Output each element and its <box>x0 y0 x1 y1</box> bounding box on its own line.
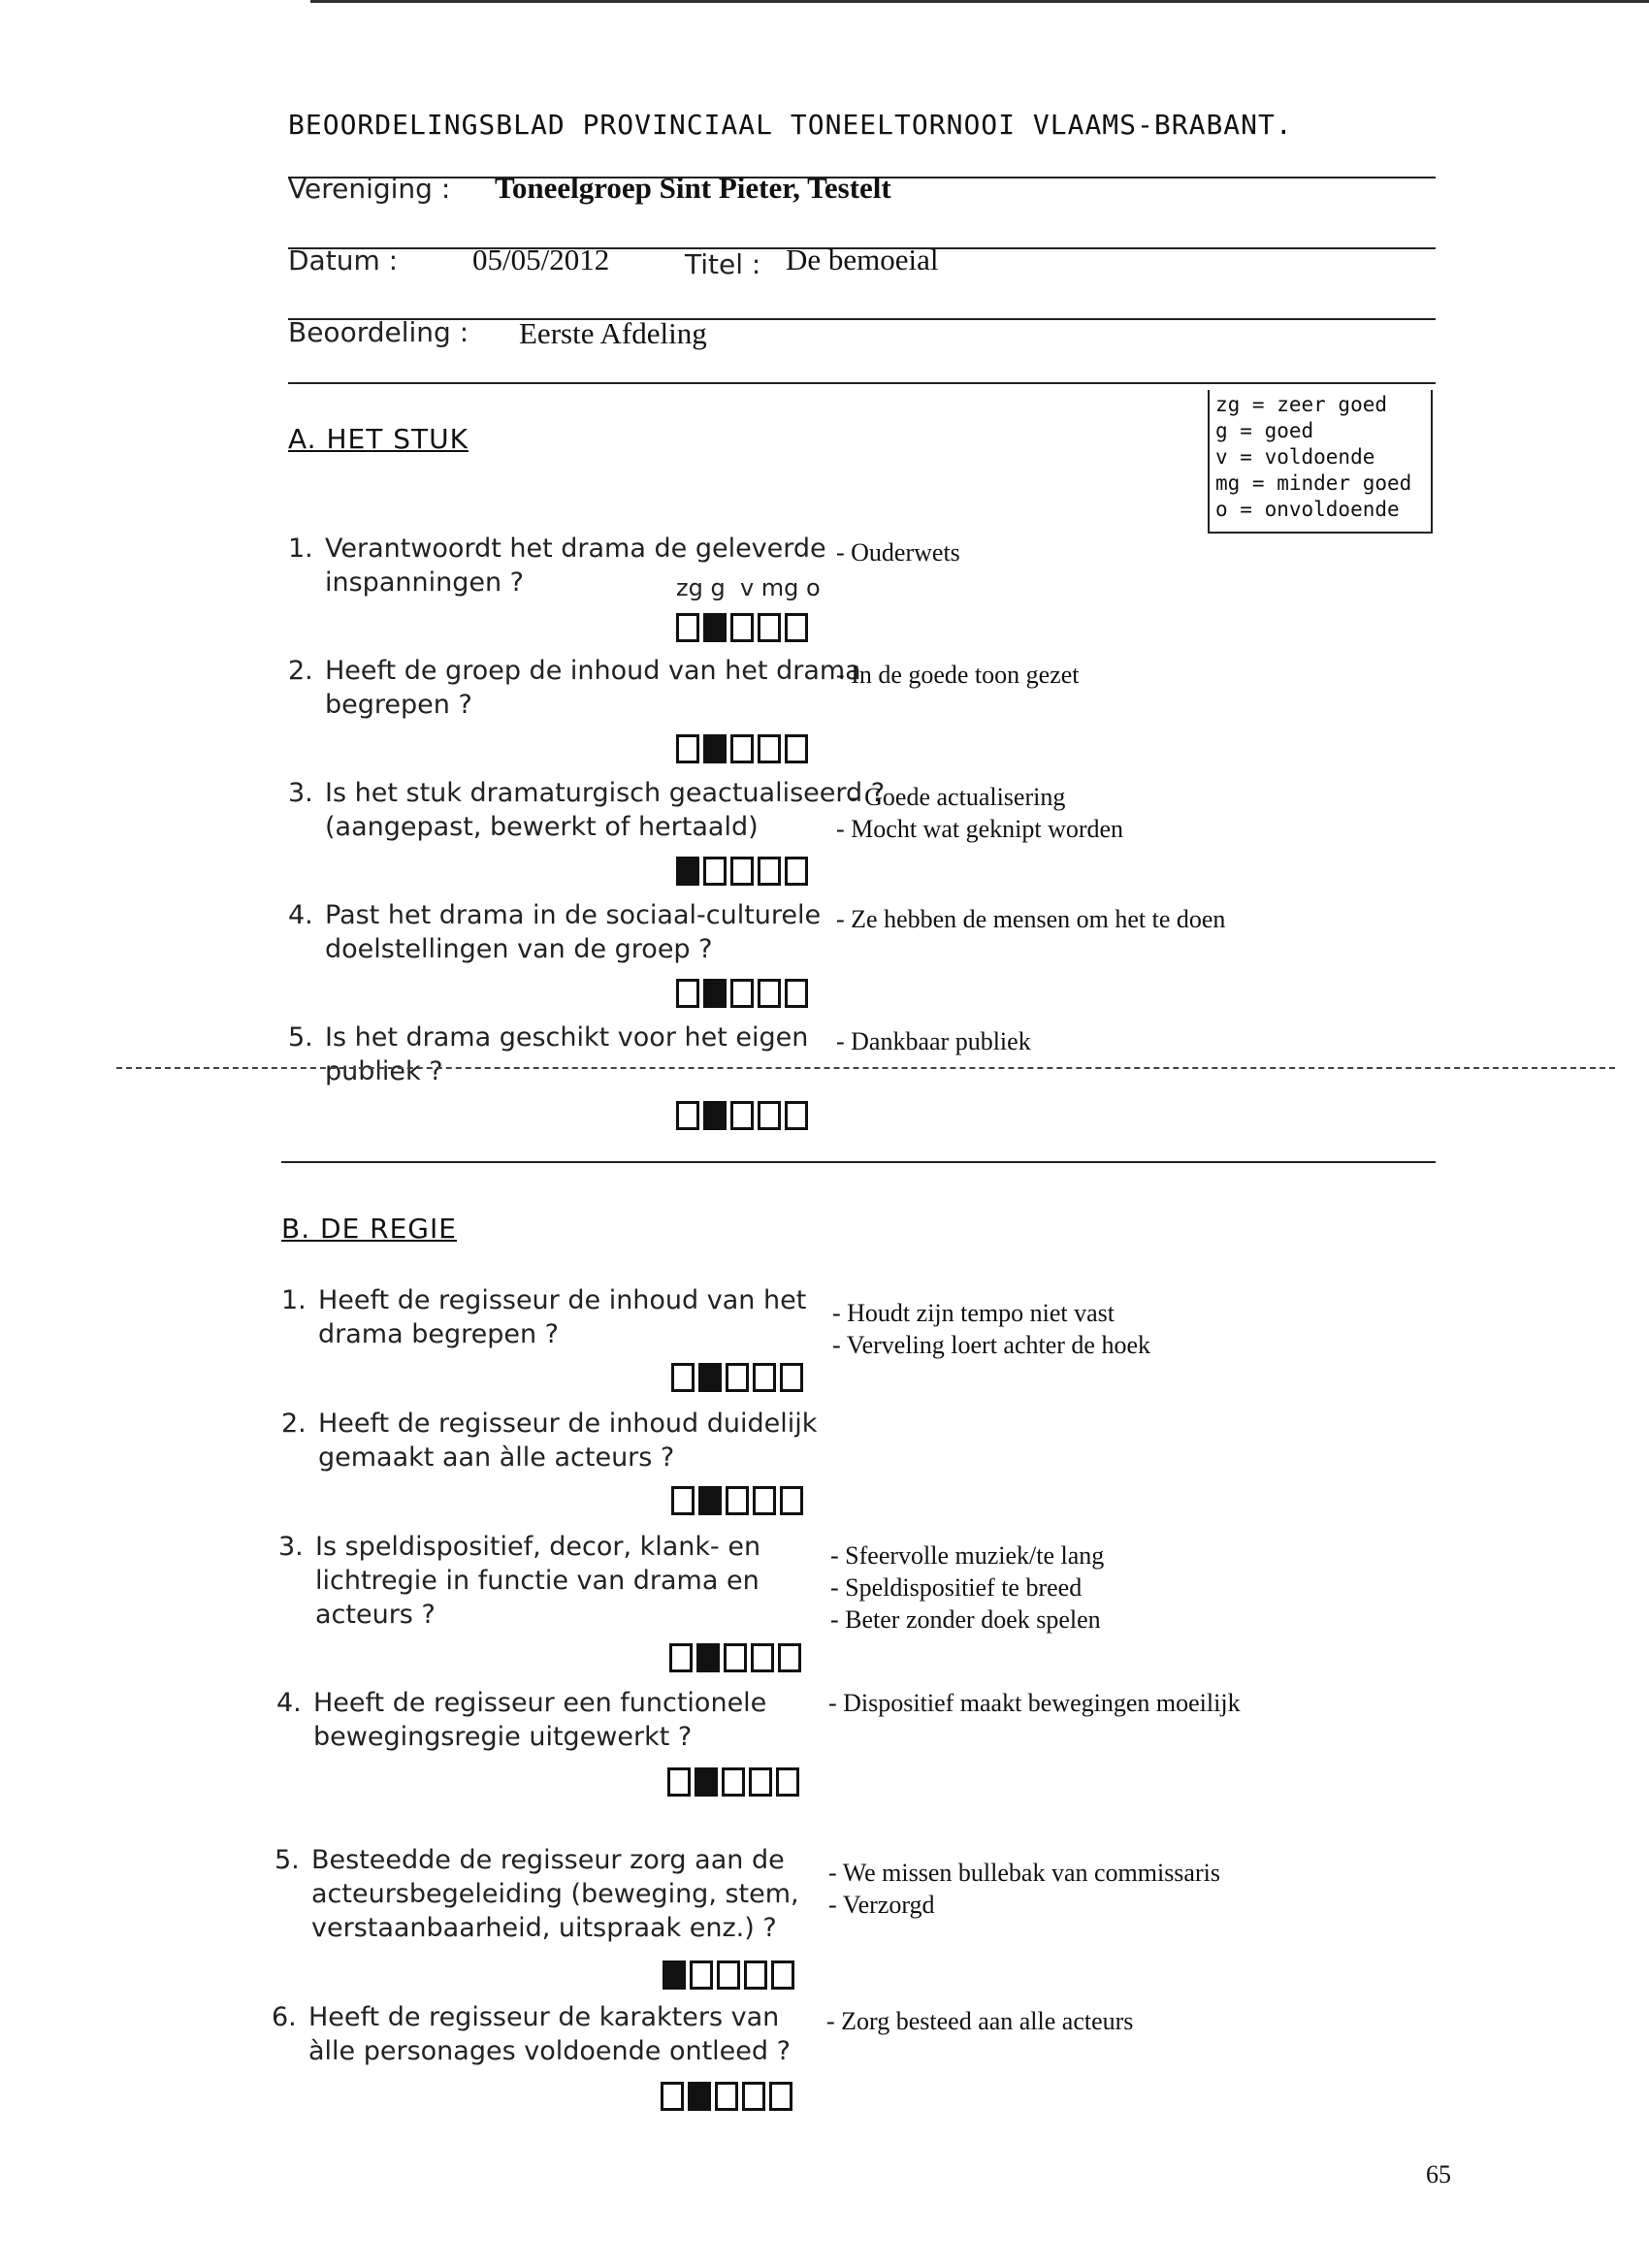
question-b3 <box>278 1530 822 1632</box>
question-a4 <box>288 898 831 966</box>
legend-item: mg = minder goed <box>1215 471 1412 495</box>
rating-boxes <box>663 1960 794 1990</box>
rating-box-zg <box>661 2082 684 2111</box>
question-number: 5. <box>288 1022 313 1053</box>
rating-box-o <box>771 1960 794 1990</box>
rating-box-o <box>785 1101 808 1130</box>
comment: - Verveling loert achter de hoek <box>832 1331 1150 1359</box>
rating-box-zg <box>671 1486 695 1515</box>
rating-box-zg <box>676 857 699 886</box>
question-line: Heeft de regisseur de karakters van <box>308 2002 780 2032</box>
rating-box-o <box>785 734 808 763</box>
rating-box-zg <box>676 613 699 642</box>
comment: - Goede actualisering <box>850 783 1066 811</box>
titel-value: De bemoeial <box>786 243 939 276</box>
comment: - Dispositief maakt bewegingen moeilijk <box>828 1689 1241 1717</box>
rating-box-mg <box>744 1960 767 1990</box>
comment: - Ze hebben de mensen om het te doen <box>836 905 1226 933</box>
rating-box-o <box>780 1486 803 1515</box>
question-b6 <box>272 2000 815 2068</box>
question-b1 <box>281 1283 824 1351</box>
question-line: inspanningen ? <box>325 567 524 598</box>
comment: - We missen bullebak van commissaris <box>828 1859 1220 1887</box>
rating-boxes <box>671 1486 803 1515</box>
rating-box-g <box>698 1486 722 1515</box>
rating-scale-labels: zg g v mg o <box>676 574 821 601</box>
rating-box-g <box>688 2082 711 2111</box>
question-number: 3. <box>278 1532 304 1562</box>
comment: - Ouderwets <box>836 538 960 567</box>
question-number: 4. <box>288 900 313 930</box>
rating-boxes <box>676 613 808 642</box>
question-line: àlle personages voldoende ontleed ? <box>308 2036 791 2066</box>
rating-box-v <box>722 1767 745 1797</box>
rating-boxes <box>676 857 808 886</box>
divider-line <box>288 382 1436 384</box>
rating-box-zg <box>667 1767 691 1797</box>
section-heading-regie: B. DE REGIE <box>281 1213 457 1245</box>
rating-box-zg <box>671 1363 695 1392</box>
comment: - Beter zonder doek spelen <box>830 1605 1101 1634</box>
question-a2 <box>288 654 861 722</box>
rating-box-g <box>698 1363 722 1392</box>
page-number: 65 <box>1426 2160 1451 2188</box>
rating-legend <box>1208 390 1433 534</box>
beoordeling-value: Eerste Afdeling <box>519 316 707 350</box>
question-line: Is speldispositief, decor, klank- en <box>315 1532 761 1562</box>
rating-box-o <box>776 1767 799 1797</box>
fold-line <box>116 1067 1615 1069</box>
question-b2 <box>281 1407 824 1474</box>
beoordeling-label: Beoordeling : <box>288 316 469 348</box>
question-line: drama begrepen ? <box>318 1319 559 1349</box>
question-line: begrepen ? <box>325 690 472 720</box>
question-number: 3. <box>288 778 313 808</box>
rating-boxes <box>669 1643 801 1672</box>
question-line: doelstellingen van de groep ? <box>325 934 713 964</box>
question-line: publiek ? <box>325 1056 443 1086</box>
comment: - Zorg besteed aan alle acteurs <box>826 2007 1134 2035</box>
rating-boxes <box>667 1767 799 1797</box>
rating-box-zg <box>669 1643 693 1672</box>
question-line: lichtregie in functie van drama en <box>315 1566 760 1596</box>
rating-box-o <box>785 979 808 1008</box>
comment: - Verzorgd <box>828 1891 935 1919</box>
question-number: 1. <box>288 534 313 564</box>
comment: - Sfeervolle muziek/te lang <box>830 1541 1105 1570</box>
rating-box-mg <box>749 1767 772 1797</box>
rating-box-mg <box>758 613 781 642</box>
question-line: acteurs ? <box>315 1600 436 1630</box>
question-line: Verantwoordt het drama de geleverde <box>325 534 826 564</box>
rating-box-mg <box>758 734 781 763</box>
rating-box-v <box>730 1101 754 1130</box>
rating-box-mg <box>753 1486 776 1515</box>
rating-box-v <box>715 2082 738 2111</box>
rating-box-g <box>696 1643 720 1672</box>
question-line: acteursbegeleiding (beweging, stem, <box>311 1879 799 1909</box>
question-line: Heeft de groep de inhoud van het drama <box>325 656 861 686</box>
vereniging-value: Toneelgroep Sint Pieter, Testelt <box>495 171 891 205</box>
legend-item: g = goed <box>1215 419 1314 442</box>
rating-box-v <box>717 1960 740 1990</box>
section-heading-stuk: A. HET STUK <box>288 423 469 455</box>
datum-label: Datum : <box>288 244 399 276</box>
question-line: Heeft de regisseur een functionele <box>313 1688 767 1718</box>
question-line: gemaakt aan àlle acteurs ? <box>318 1442 675 1473</box>
rating-box-g <box>703 857 727 886</box>
rating-box-zg <box>676 734 699 763</box>
question-line: Heeft de regisseur de inhoud van het <box>318 1285 807 1315</box>
rating-box-o <box>785 613 808 642</box>
comment: - In de goede toon gezet <box>836 661 1080 689</box>
question-a5 <box>288 1021 831 1088</box>
rating-box-v <box>726 1486 749 1515</box>
question-number: 1. <box>281 1285 307 1315</box>
rating-boxes <box>661 2082 792 2111</box>
rating-box-g <box>703 734 727 763</box>
rating-box-mg <box>758 979 781 1008</box>
rating-box-v <box>730 979 754 1008</box>
rating-boxes <box>676 734 808 763</box>
rating-box-g <box>703 613 727 642</box>
question-line: Is het stuk dramaturgisch geactualiseerd ? <box>325 778 886 808</box>
comment: - Mocht wat geknipt worden <box>836 815 1124 843</box>
rating-box-o <box>780 1363 803 1392</box>
rating-box-o <box>769 2082 792 2111</box>
question-b5 <box>275 1843 818 1945</box>
question-number: 4. <box>276 1688 302 1718</box>
rating-box-o <box>785 857 808 886</box>
question-line: verstaanbaarheid, uitspraak enz.) ? <box>311 1913 777 1943</box>
question-number: 2. <box>281 1409 307 1439</box>
question-number: 6. <box>272 2002 297 2032</box>
question-number: 2. <box>288 656 313 686</box>
rating-box-v <box>730 734 754 763</box>
vereniging-label: Vereniging : <box>288 173 451 205</box>
legend-item: zg = zeer goed <box>1215 393 1388 416</box>
rating-boxes <box>671 1363 803 1392</box>
rating-box-mg <box>758 857 781 886</box>
rating-box-zg <box>676 979 699 1008</box>
rating-boxes <box>676 979 808 1008</box>
question-number: 5. <box>275 1845 300 1875</box>
scan-edge-line <box>310 0 1649 3</box>
question-line: Is het drama geschikt voor het eigen <box>325 1022 809 1053</box>
rating-box-v <box>726 1363 749 1392</box>
rating-box-v <box>730 613 754 642</box>
rating-box-zg <box>663 1960 686 1990</box>
legend-item: v = voldoende <box>1215 445 1375 469</box>
question-a3 <box>288 776 886 844</box>
rating-boxes <box>676 1101 808 1130</box>
divider-line <box>281 1161 1436 1163</box>
datum-value: 05/05/2012 <box>472 243 610 276</box>
question-line: Besteedde de regisseur zorg aan de <box>311 1845 785 1875</box>
rating-box-v <box>730 857 754 886</box>
page-title: BEOORDELINGSBLAD PROVINCIAAL TONEELTORNOOI VLAAMS-BRABANT. <box>288 109 1293 141</box>
comment: - Houdt zijn tempo niet vast <box>832 1299 1116 1327</box>
rating-box-mg <box>742 2082 765 2111</box>
rating-box-g <box>690 1960 713 1990</box>
rating-box-g <box>703 1101 727 1130</box>
question-line: (aangepast, bewerkt of hertaald) <box>325 812 759 842</box>
comment: - Dankbaar publiek <box>836 1027 1031 1055</box>
question-line: Heeft de regisseur de inhoud duidelijk <box>318 1409 818 1439</box>
rating-box-g <box>703 979 727 1008</box>
question-line: Past het drama in de sociaal-culturele <box>325 900 822 930</box>
rating-box-v <box>724 1643 747 1672</box>
legend-item: o = onvoldoende <box>1215 498 1400 521</box>
rating-box-zg <box>676 1101 699 1130</box>
rating-box-mg <box>758 1101 781 1130</box>
comment: - Speldispositief te breed <box>830 1573 1083 1602</box>
rating-box-o <box>778 1643 801 1672</box>
question-b4 <box>276 1686 820 1754</box>
titel-label: Titel : <box>685 248 761 280</box>
question-line: bewegingsregie uitgewerkt ? <box>313 1722 693 1752</box>
rating-box-g <box>695 1767 718 1797</box>
rating-box-mg <box>753 1363 776 1392</box>
rating-box-mg <box>751 1643 774 1672</box>
